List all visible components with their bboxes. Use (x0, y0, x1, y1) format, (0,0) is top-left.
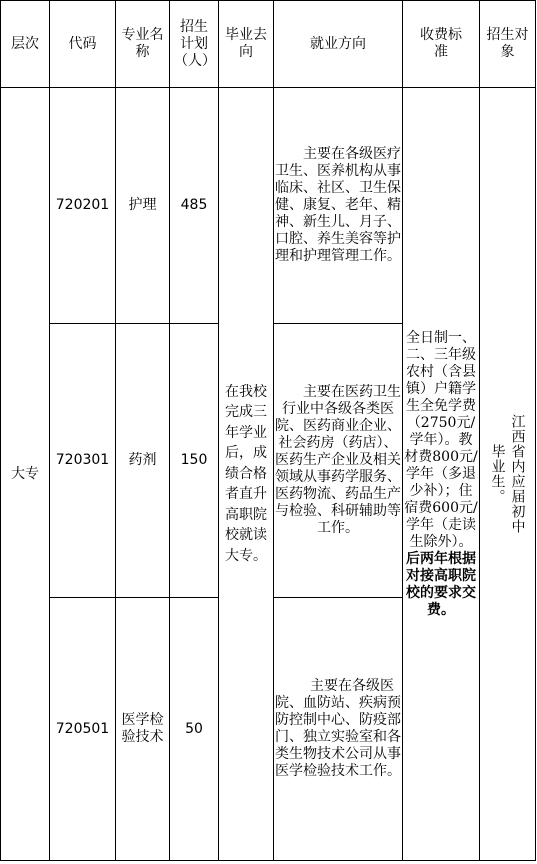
fee-bold-text: 后两年根据对接高职院校的要求交费。 (406, 550, 476, 618)
major-cell: 药剂 (116, 324, 170, 598)
header-major: 专业名称 (116, 1, 170, 88)
target-cell (480, 88, 536, 861)
plan-cell: 150 (170, 324, 219, 598)
table-row (1, 88, 536, 324)
header-level: 层次 (1, 1, 50, 88)
employment-cell: 主要在各级医院、血防站、疾病预防控制中心、防疫部门、独立实验室和各类生物技术公司从事医学检验技术工作。 (274, 598, 403, 861)
code-cell: 720201 (50, 88, 116, 324)
employment-cell: 主要在各级医疗卫生、医养机构从事临床、社区、卫生保健、康复、老年、精神、新生儿、月子、口腔、养生美容等护理和护理管理工作。 (274, 88, 403, 324)
header-fee: 收费标准 (403, 1, 480, 88)
code-cell: 720501 (50, 598, 116, 861)
header-employment: 就业方向 (274, 1, 403, 88)
header-graduation: 毕业去向 (219, 1, 274, 88)
target-text: 江西省内应届初中毕业生。 (489, 414, 526, 534)
header-row (1, 1, 536, 88)
major-cell: 护理 (116, 88, 170, 324)
plan-cell: 485 (170, 88, 219, 324)
major-cell: 医学检验技术 (116, 598, 170, 861)
graduation-cell: 在我校完成三年学业后，成绩合格者直升高职院校就读大专。 (219, 88, 274, 861)
code-cell: 720301 (50, 324, 116, 598)
plan-cell: 50 (170, 598, 219, 861)
level-cell: 大专 (1, 88, 50, 861)
header-plan: 招生计划（人） (170, 1, 219, 88)
header-target: 招生对象 (480, 1, 536, 88)
fee-cell (403, 88, 480, 861)
fee-text: 全日制一、二、三年级农村（含县镇）户籍学生全免学费（2750元/学年）。教材费800元/学年（多退少补）；住宿费600元/学年（走读生除外）。 (404, 329, 478, 550)
header-code: 代码 (50, 1, 116, 88)
employment-cell: 主要在医药卫生行业中各级各类医院、医药商业企业、社会药房（药店）、医药生产企业及相关领域从事药学服务、医药物流、药品生产与检验、科研辅助等工作。 (274, 324, 403, 598)
